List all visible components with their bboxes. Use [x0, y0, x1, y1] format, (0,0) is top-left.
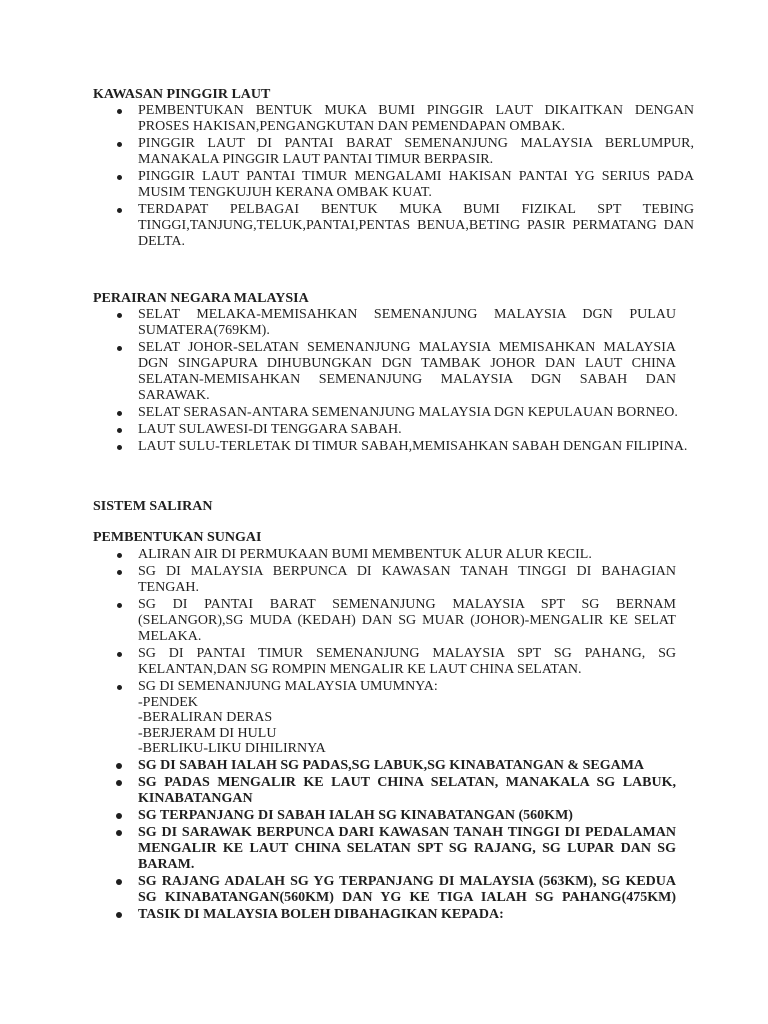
- bullet-item: [138, 307, 676, 339]
- bullet-line: SG KINABATANGAN(560KM) DAN YG KE TIGA IALAH SG PAHANG(475KM): [138, 889, 676, 905]
- subsection-heading: PEMBENTUKAN SUNGAI: [93, 530, 262, 545]
- bullet-line: TENGAH.: [138, 580, 200, 595]
- bullet-line: SARAWAK.: [138, 388, 210, 403]
- bullet-line: SUMATERA(769KM).: [138, 323, 270, 338]
- bullet-line: SG DI SEMENANJUNG MALAYSIA UMUMNYA:: [138, 679, 438, 694]
- bullet-line: SG DI PANTAI BARAT SEMENANJUNG MALAYSIA SPT SG BERNAM: [138, 597, 676, 612]
- sub-list-line: -BERJERAM DI HULU: [138, 725, 277, 741]
- bullet-line: (SELANGOR),SG MUDA (KEDAH) DAN SG MUAR (JOHOR)-MENGALIR KE SELAT: [138, 613, 676, 628]
- bullet-line: PEMBENTUKAN BENTUK MUKA BUMI PINGGIR LAUT DIKAITKAN DENGAN: [138, 103, 694, 118]
- bullet-item: [138, 547, 676, 563]
- bullet-item: [138, 597, 676, 645]
- bullet-line: ALIRAN AIR DI PERMUKAAN BUMI MEMBENTUK ALUR ALUR KECIL.: [138, 547, 592, 562]
- section-sistem-saliran: [93, 499, 676, 924]
- bullet-list: [138, 307, 694, 455]
- bullet-line: DELTA.: [138, 234, 185, 249]
- bullet-item: [138, 202, 694, 250]
- bullet-line: SG RAJANG ADALAH SG YG TERPANJANG DI MALAYSIA (563KM), SG KEDUA: [138, 873, 676, 889]
- bullet-list: [138, 547, 676, 923]
- bullet-item: [138, 874, 676, 906]
- bullet-line: SELAT JOHOR-SELATAN SEMENANJUNG MALAYSIA MEMISAHKAN MALAYSIA: [138, 340, 676, 355]
- bullet-line: SELAT SERASAN-ANTARA SEMENANJUNG MALAYSIA DGN KEPULAUAN BORNEO.: [138, 405, 678, 420]
- bullet-item: [138, 422, 694, 438]
- bullet-line: LAUT SULAWESI-DI TENGGARA SABAH.: [138, 422, 402, 437]
- sub-list-line: -BERLIKU-LIKU DIHILIRNYA: [138, 741, 326, 756]
- bullet-line: TERDAPAT PELBAGAI BENTUK MUKA BUMI FIZIKAL SPT TEBING: [138, 202, 694, 217]
- bullet-line: SG DI MALAYSIA BERPUNCA DI KAWASAN TANAH TINGGI DI BAHAGIAN: [138, 564, 676, 579]
- section-heading: PERAIRAN NEGARA MALAYSIA: [93, 291, 309, 306]
- section-kawasan-pinggir-laut: [93, 87, 694, 251]
- bullet-line: KINABATANGAN: [138, 790, 253, 806]
- bullet-line: MENGALIR KE LAUT CHINA SELATAN SPT SG RAJANG, SG LUPAR DAN SG: [138, 840, 676, 856]
- bullet-line: SG DI SARAWAK BERPUNCA DARI KAWASAN TANAH TINGGI DI PEDALAMAN: [138, 824, 676, 840]
- bullet-line: PROSES HAKISAN,PENGANGKUTAN DAN PEMENDAPAN OMBAK.: [138, 119, 565, 134]
- bullet-item: [138, 564, 676, 596]
- bullet-line: MELAKA.: [138, 629, 202, 644]
- bullet-item: [138, 825, 676, 873]
- sub-list-line: -PENDEK: [138, 694, 198, 710]
- section-perairan-negara-malaysia: [93, 291, 694, 456]
- bullet-item: [138, 136, 694, 168]
- bullet-item: [138, 775, 676, 807]
- bullet-line: DGN SINGAPURA DIHUBUNGKAN DGN TAMBAK JOHOR DAN LAUT CHINA: [138, 356, 676, 371]
- bullet-line: PINGGIR LAUT PANTAI TIMUR MENGALAMI HAKISAN PANTAI YG SERIUS PADA: [138, 169, 694, 184]
- bullet-item: [138, 340, 676, 404]
- section-heading: KAWASAN PINGGIR LAUT: [93, 87, 271, 102]
- bullet-item: [138, 907, 676, 923]
- bullet-item: [138, 405, 694, 421]
- bullet-item: [138, 646, 676, 678]
- bullet-line: LAUT SULU-TERLETAK DI TIMUR SABAH,MEMISAHKAN SABAH DENGAN FILIPINA.: [138, 439, 688, 454]
- bullet-item: [138, 169, 694, 201]
- bullet-list: [138, 103, 694, 250]
- bullet-line: TINGGI,TANJUNG,TELUK,PANTAI,PENTAS BENUA,BETING PASIR PERMATANG DAN: [138, 218, 694, 233]
- bullet-item: [138, 679, 676, 757]
- bullet-line: SG DI PANTAI TIMUR SEMENANJUNG MALAYSIA SPT SG PAHANG, SG: [138, 646, 676, 661]
- bullet-item: [138, 439, 694, 455]
- bullet-line: SELATAN-MEMISAHKAN SEMENANJUNG MALAYSIA DGN SABAH DAN: [138, 372, 676, 387]
- bullet-line: PINGGIR LAUT DI PANTAI BARAT SEMENANJUNG MALAYSIA BERLUMPUR,: [138, 136, 694, 151]
- bullet-line: BARAM.: [138, 856, 195, 872]
- bullet-item: [138, 103, 694, 135]
- bullet-line: SELAT MELAKA-MEMISAHKAN SEMENANJUNG MALAYSIA DGN PULAU: [138, 307, 676, 322]
- bullet-line: SG DI SABAH IALAH SG PADAS,SG LABUK,SG KINABATANGAN & SEGAMA: [138, 757, 645, 773]
- bullet-item: [138, 758, 676, 774]
- bullet-line: MUSIM TENGKUJUH KERANA OMBAK KUAT.: [138, 185, 432, 200]
- sub-list-line: -BERALIRAN DERAS: [138, 710, 273, 725]
- bullet-line: MANAKALA PINGGIR LAUT PANTAI TIMUR BERPASIR.: [138, 152, 494, 167]
- section-heading: SISTEM SALIRAN: [93, 499, 213, 514]
- bullet-item: [138, 808, 676, 824]
- bullet-line: SG PADAS MENGALIR KE LAUT CHINA SELATAN, MANAKALA SG LABUK,: [138, 774, 676, 790]
- bullet-line: KELANTAN,DAN SG ROMPIN MENGALIR KE LAUT CHINA SELATAN.: [138, 662, 582, 677]
- bullet-line: TASIK DI MALAYSIA BOLEH DIBAHAGIKAN KEPADA:: [138, 906, 504, 922]
- bullet-line: SG TERPANJANG DI SABAH IALAH SG KINABATANGAN (560KM): [138, 807, 573, 823]
